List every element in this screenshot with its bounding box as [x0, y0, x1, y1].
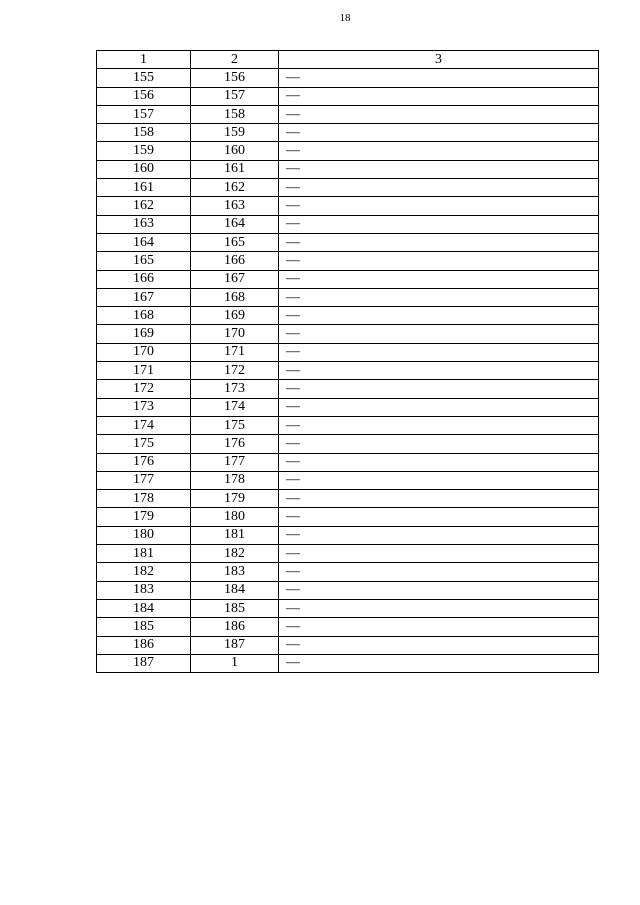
cell-col-2: 157 — [191, 87, 279, 105]
cell-col-2: 165 — [191, 233, 279, 251]
cell-col-1: 159 — [97, 142, 191, 160]
table-row — [97, 545, 599, 563]
table-row — [97, 87, 599, 105]
table-row — [97, 599, 599, 617]
cell-col-2: 162 — [191, 179, 279, 197]
cell-col-3: — — [279, 325, 599, 343]
cell-col-1: 166 — [97, 270, 191, 288]
cell-col-1: 179 — [97, 508, 191, 526]
cell-col-1: 178 — [97, 490, 191, 508]
cell-col-3: — — [279, 215, 599, 233]
header-row — [97, 51, 599, 69]
cell-col-3: — — [279, 233, 599, 251]
cell-col-1: 155 — [97, 69, 191, 87]
cell-col-3: — — [279, 252, 599, 270]
cell-col-1: 183 — [97, 581, 191, 599]
cell-col-1: 171 — [97, 362, 191, 380]
cell-col-2: 167 — [191, 270, 279, 288]
table-row — [97, 105, 599, 123]
cell-col-3: — — [279, 179, 599, 197]
cell-col-3: — — [279, 545, 599, 563]
cell-col-3: — — [279, 416, 599, 434]
table-row — [97, 343, 599, 361]
cell-col-1: 186 — [97, 636, 191, 654]
table-row — [97, 215, 599, 233]
table-row — [97, 526, 599, 544]
cell-col-2: 181 — [191, 526, 279, 544]
cell-col-2: 187 — [191, 636, 279, 654]
cell-col-2: 156 — [191, 69, 279, 87]
table-header — [97, 51, 599, 69]
table-row — [97, 398, 599, 416]
cell-col-3: — — [279, 618, 599, 636]
table-row — [97, 179, 599, 197]
table-row — [97, 563, 599, 581]
cell-col-1: 172 — [97, 380, 191, 398]
cell-col-1: 163 — [97, 215, 191, 233]
cell-col-1: 187 — [97, 654, 191, 672]
cell-col-2: 166 — [191, 252, 279, 270]
cell-col-3: — — [279, 563, 599, 581]
cell-col-3: — — [279, 343, 599, 361]
cell-col-1: 176 — [97, 453, 191, 471]
table-row — [97, 654, 599, 672]
table-row — [97, 69, 599, 87]
column-header-1: 1 — [97, 51, 191, 69]
cell-col-2: 158 — [191, 105, 279, 123]
table-row — [97, 142, 599, 160]
cell-col-3: — — [279, 197, 599, 215]
cell-col-1: 177 — [97, 471, 191, 489]
cell-col-1: 181 — [97, 545, 191, 563]
cell-col-1: 164 — [97, 233, 191, 251]
cell-col-3: — — [279, 362, 599, 380]
cell-col-1: 185 — [97, 618, 191, 636]
cell-col-2: 160 — [191, 142, 279, 160]
cell-col-1: 167 — [97, 288, 191, 306]
table-row — [97, 636, 599, 654]
cell-col-2: 183 — [191, 563, 279, 581]
cell-col-2: 177 — [191, 453, 279, 471]
cell-col-1: 165 — [97, 252, 191, 270]
cell-col-1: 170 — [97, 343, 191, 361]
cell-col-3: — — [279, 526, 599, 544]
table-row — [97, 307, 599, 325]
table-row — [97, 618, 599, 636]
data-table — [96, 50, 599, 673]
cell-col-1: 161 — [97, 179, 191, 197]
cell-col-3: — — [279, 490, 599, 508]
cell-col-1: 174 — [97, 416, 191, 434]
cell-col-3: — — [279, 288, 599, 306]
cell-col-2: 186 — [191, 618, 279, 636]
cell-col-1: 162 — [97, 197, 191, 215]
table-row — [97, 325, 599, 343]
cell-col-3: — — [279, 69, 599, 87]
cell-col-3: — — [279, 398, 599, 416]
column-header-2: 2 — [191, 51, 279, 69]
cell-col-1: 160 — [97, 160, 191, 178]
page-number: 18 — [339, 12, 351, 24]
cell-col-3: — — [279, 105, 599, 123]
cell-col-3: — — [279, 471, 599, 489]
cell-col-3: — — [279, 654, 599, 672]
cell-col-2: 170 — [191, 325, 279, 343]
table-row — [97, 435, 599, 453]
cell-col-1: 173 — [97, 398, 191, 416]
table-row — [97, 362, 599, 380]
table-row — [97, 471, 599, 489]
cell-col-2: 159 — [191, 124, 279, 142]
cell-col-2: 161 — [191, 160, 279, 178]
cell-col-1: 182 — [97, 563, 191, 581]
cell-col-1: 175 — [97, 435, 191, 453]
cell-col-3: — — [279, 508, 599, 526]
table-row — [97, 160, 599, 178]
cell-col-3: — — [279, 380, 599, 398]
cell-col-3: — — [279, 453, 599, 471]
cell-col-3: — — [279, 160, 599, 178]
cell-col-3: — — [279, 599, 599, 617]
cell-col-2: 184 — [191, 581, 279, 599]
table-row — [97, 288, 599, 306]
cell-col-2: 1 — [191, 654, 279, 672]
cell-col-2: 174 — [191, 398, 279, 416]
cell-col-2: 185 — [191, 599, 279, 617]
cell-col-2: 171 — [191, 343, 279, 361]
table-row — [97, 252, 599, 270]
cell-col-2: 176 — [191, 435, 279, 453]
cell-col-2: 175 — [191, 416, 279, 434]
table-row — [97, 233, 599, 251]
cell-col-2: 173 — [191, 380, 279, 398]
table-row — [97, 453, 599, 471]
cell-col-1: 180 — [97, 526, 191, 544]
table-row — [97, 124, 599, 142]
cell-col-2: 178 — [191, 471, 279, 489]
cell-col-1: 169 — [97, 325, 191, 343]
cell-col-1: 158 — [97, 124, 191, 142]
cell-col-2: 180 — [191, 508, 279, 526]
cell-col-2: 168 — [191, 288, 279, 306]
table-row — [97, 416, 599, 434]
table-row — [97, 508, 599, 526]
cell-col-3: — — [279, 124, 599, 142]
table-row — [97, 270, 599, 288]
cell-col-3: — — [279, 307, 599, 325]
column-header-3: 3 — [279, 51, 599, 69]
cell-col-2: 182 — [191, 545, 279, 563]
cell-col-3: — — [279, 435, 599, 453]
cell-col-2: 169 — [191, 307, 279, 325]
cell-col-1: 184 — [97, 599, 191, 617]
cell-col-2: 164 — [191, 215, 279, 233]
table-row — [97, 197, 599, 215]
cell-col-3: — — [279, 636, 599, 654]
cell-col-3: — — [279, 142, 599, 160]
table-body — [97, 69, 599, 673]
table-row — [97, 581, 599, 599]
cell-col-1: 157 — [97, 105, 191, 123]
table-row — [97, 490, 599, 508]
cell-col-3: — — [279, 270, 599, 288]
cell-col-2: 179 — [191, 490, 279, 508]
table-row — [97, 380, 599, 398]
cell-col-1: 156 — [97, 87, 191, 105]
cell-col-2: 163 — [191, 197, 279, 215]
cell-col-3: — — [279, 581, 599, 599]
cell-col-2: 172 — [191, 362, 279, 380]
cell-col-1: 168 — [97, 307, 191, 325]
cell-col-3: — — [279, 87, 599, 105]
